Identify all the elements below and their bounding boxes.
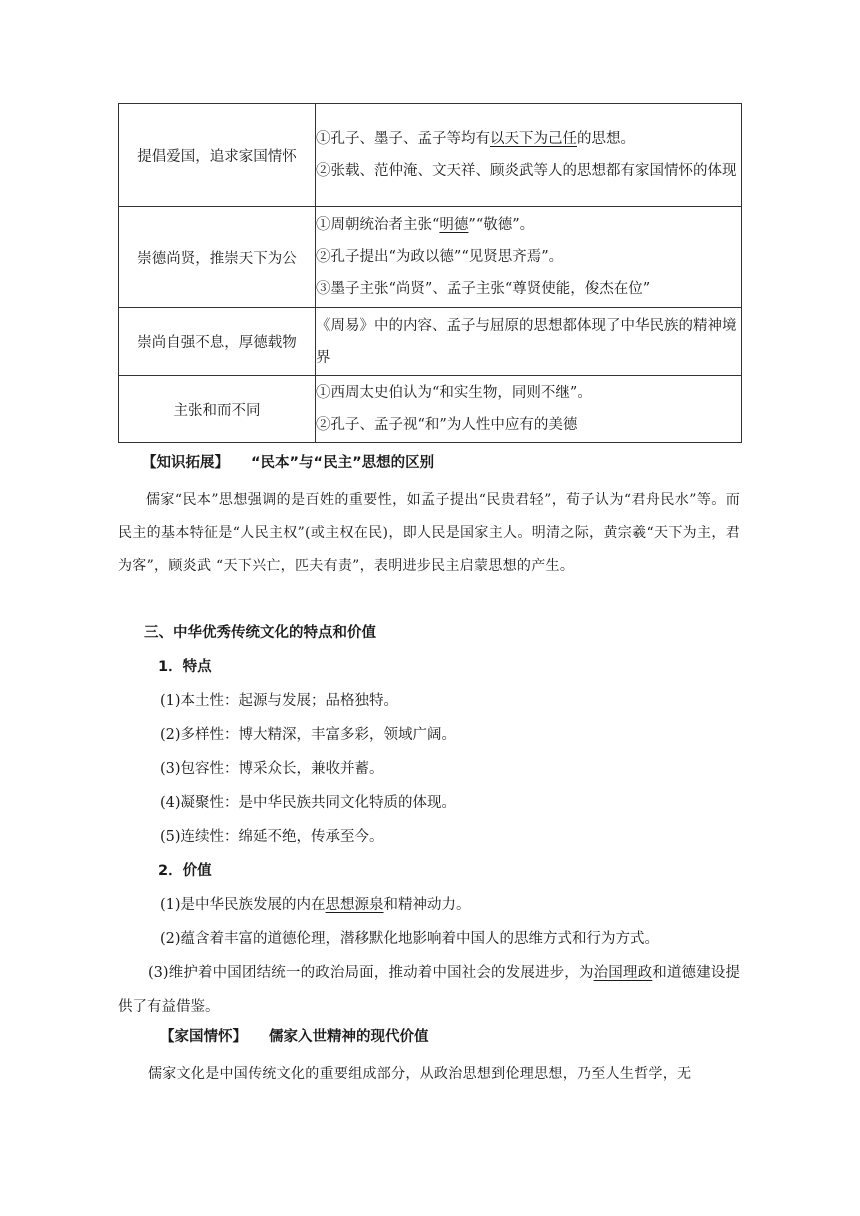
- knowledge-tag: 【知识拓展】: [142, 455, 229, 471]
- row-line: ③墨子主张“尚贤”、孟子主张“尊贤使能，俊杰在位”: [316, 281, 651, 297]
- row-content: [316, 207, 742, 308]
- table-row: [119, 308, 742, 376]
- row-line: 《周易》中的内容、孟子与屈原的思想都体现了中华民族的精神境界: [316, 317, 737, 366]
- value-item: (3)维护着中国团结统一的政治局面，推动着中国社会的发展进步，为治国理政和道德建设提供了有益借鉴。: [118, 965, 741, 1015]
- value-item: (1)是中华民族发展的内在思想源泉和精神动力。: [160, 897, 471, 913]
- feature-item: (4)凝聚性：是中华民族共同文化特质的体现。: [160, 795, 457, 811]
- homeland-section: [130, 1024, 740, 1091]
- section-title: 三、中华优秀传统文化的特点和价值: [144, 625, 376, 641]
- row-content: [316, 376, 742, 443]
- row-line: ②张载、范仲淹、文天祥、顾炎武等人的思想都有家国情怀的体现: [316, 163, 737, 179]
- row-label: 提倡爱国，追求家国情怀: [119, 104, 316, 207]
- row-line: ①西周太史伯认为“和实生物，同则不继”。: [316, 385, 592, 401]
- table-row: [119, 104, 742, 207]
- value-item: (2)蕴含着丰富的道德伦理，潜移默化地影响着中国人的思维方式和行为方式。: [160, 931, 660, 947]
- knowledge-title: “民本”与“民主”思想的区别: [251, 455, 435, 471]
- subsection-values: 2．价值: [158, 863, 212, 879]
- culture-table: [118, 103, 742, 443]
- row-label: 崇德尚贤，推崇天下为公: [119, 207, 316, 308]
- feature-item: (2)多样性：博大精深，丰富多彩，领域广阔。: [160, 727, 457, 743]
- row-label: 崇尚自强不息，厚德载物: [119, 308, 316, 376]
- table-row: [119, 207, 742, 308]
- knowledge-heading: [130, 450, 740, 476]
- row-line: ②孔子、孟子视“和”为人性中应有的美德: [316, 417, 578, 433]
- table-row: [119, 376, 742, 443]
- section-three: [118, 618, 741, 1024]
- homeland-heading: [130, 1024, 740, 1050]
- row-line: ①孔子、墨子、孟子等均有以天下为己任的思想。: [316, 131, 635, 147]
- row-line: ①周朝统治者主张“明德”“敬德”。: [316, 217, 535, 233]
- homeland-body: 儒家文化是中国传统文化的重要组成部分，从政治思想到伦理思想，乃至人生哲学，无: [148, 1066, 692, 1082]
- knowledge-body: 儒家“民本”思想强调的是百姓的重要性，如孟子提出“民贵君轻”，荀子认为“君舟民水”等。而民主的基本特征是“人民主权”(或主权在民)，即人民是国家主人。明清之际，黄宗羲“天下为主，君为客”，顾炎武 “天下兴亡，匹夫有责”，表明进步民主启蒙思想的产生。: [118, 492, 740, 574]
- subsection-features: 1．特点: [158, 659, 212, 675]
- row-line: ②孔子提出“为政以德”“见贤思齐焉”。: [316, 249, 564, 265]
- knowledge-section: [118, 450, 740, 583]
- row-label: 主张和而不同: [119, 376, 316, 443]
- feature-item: (5)连续性：绵延不绝，传承至今。: [160, 829, 384, 845]
- row-content: [316, 104, 742, 207]
- feature-item: (3)包容性：博采众长，兼收并蓄。: [160, 761, 384, 777]
- homeland-tag: 【家国情怀】: [160, 1029, 247, 1045]
- homeland-title: 儒家入世精神的现代价值: [269, 1029, 429, 1045]
- feature-item: (1)本土性：起源与发展；品格独特。: [160, 693, 399, 709]
- row-content: [316, 308, 742, 376]
